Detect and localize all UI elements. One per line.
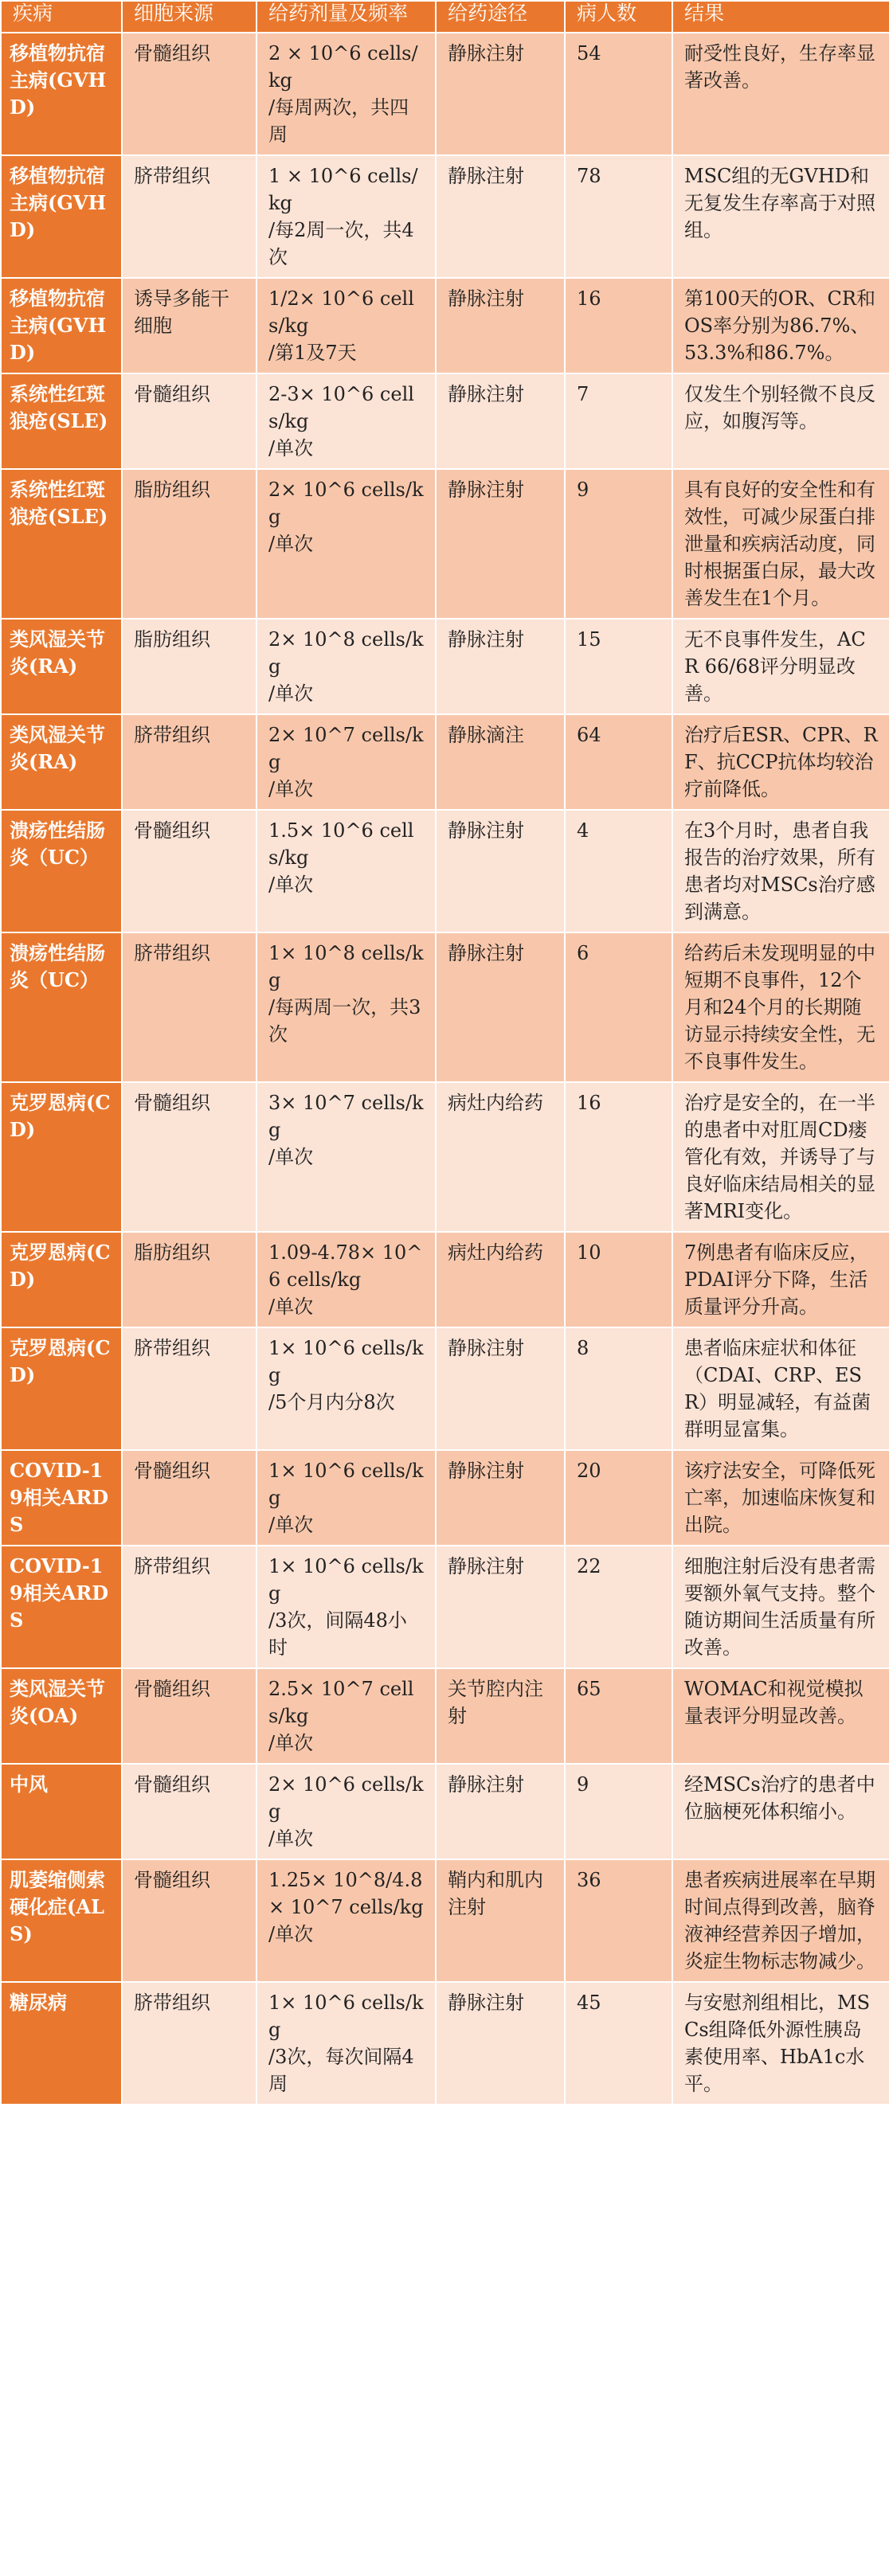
patient-count-cell: 45 [565,1982,672,2105]
dose-frequency-cell: 1× 10^8 cells/kg /每两周一次，共3次 [257,932,436,1082]
cell-source-cell: 骨髓组织 [122,33,257,155]
patient-count-cell: 64 [565,714,672,810]
cell-source-cell: 骨髓组织 [122,1859,257,1982]
table-row [1,155,889,278]
dose-frequency-cell: 1/2× 10^6 cells/kg /第1及7天 [257,278,436,373]
patient-count-cell: 36 [565,1859,672,1982]
disease-cell: 肌萎缩侧索硬化症(ALS) [1,1859,122,1982]
disease-cell: 克罗恩病(CD) [1,1232,122,1327]
disease-cell: 克罗恩病(CD) [1,1327,122,1450]
result-cell: 耐受性良好，生存率显著改善。 [672,33,889,155]
cell-source-cell: 脐带组织 [122,1327,257,1450]
dose-frequency-cell: 1 × 10^6 cells/kg /每2周一次，共4次 [257,155,436,278]
header-disease: 疾病 [1,1,122,33]
header-result: 结果 [672,1,889,33]
table-row [1,810,889,932]
dose-frequency-cell: 1× 10^6 cells/kg /5个月内分8次 [257,1327,436,1450]
table-row [1,373,889,469]
patient-count-cell: 16 [565,1082,672,1232]
result-cell: 具有良好的安全性和有效性，可减少尿蛋白排泄量和疾病活动度，同时根据蛋白尿，最大改善发生在1个月。 [672,469,889,619]
patient-count-cell: 9 [565,1764,672,1859]
header-route: 给药途径 [436,1,565,33]
route-cell: 关节腔内注射 [436,1668,565,1764]
route-cell: 静脉注射 [436,810,565,932]
route-cell: 静脉注射 [436,469,565,619]
disease-cell: 克罗恩病(CD) [1,1082,122,1232]
header-cell-source: 细胞来源 [122,1,257,33]
patient-count-cell: 16 [565,278,672,373]
patient-count-cell: 54 [565,33,672,155]
disease-cell: 移植物抗宿主病(GVHD) [1,278,122,373]
patient-count-cell: 20 [565,1450,672,1546]
patient-count-cell: 7 [565,373,672,469]
dose-frequency-cell: 1× 10^6 cells/kg /3次，每次间隔4周 [257,1982,436,2105]
table-row [1,33,889,155]
result-cell: 治疗是安全的，在一半的患者中对肛周CD瘘管化有效，并诱导了与良好临床结局相关的显著MRI变化。 [672,1082,889,1232]
result-cell: 细胞注射后没有患者需要额外氧气支持。整个随访期间生活质量有所改善。 [672,1546,889,1668]
result-cell: 患者临床症状和体征（CDAI、CRP、ESR）明显减轻，有益菌群明显富集。 [672,1327,889,1450]
cell-source-cell: 诱导多能干细胞 [122,278,257,373]
patient-count-cell: 78 [565,155,672,278]
result-cell: 仅发生个别轻微不良反应，如腹泻等。 [672,373,889,469]
disease-cell: 溃疡性结肠炎（UC） [1,810,122,932]
result-cell: 经MSCs治疗的患者中位脑梗死体积缩小。 [672,1764,889,1859]
cell-source-cell: 骨髓组织 [122,373,257,469]
route-cell: 静脉注射 [436,33,565,155]
cell-source-cell: 骨髓组织 [122,1450,257,1546]
cell-source-cell: 脐带组织 [122,932,257,1082]
dose-frequency-cell: 1.5× 10^6 cells/kg /单次 [257,810,436,932]
dose-frequency-cell: 1.09-4.78× 10^6 cells/kg /单次 [257,1232,436,1327]
table-header-row [1,1,889,33]
disease-cell: COVID-19相关ARDS [1,1450,122,1546]
disease-cell: 移植物抗宿主病(GVHD) [1,33,122,155]
table-row [1,932,889,1082]
cell-source-cell: 骨髓组织 [122,1764,257,1859]
table-row [1,1982,889,2105]
route-cell: 静脉注射 [436,1546,565,1668]
patient-count-cell: 9 [565,469,672,619]
table-row [1,1450,889,1546]
disease-cell: COVID-19相关ARDS [1,1546,122,1668]
table-row [1,1232,889,1327]
table-row [1,714,889,810]
disease-cell: 溃疡性结肠炎（UC） [1,932,122,1082]
patient-count-cell: 65 [565,1668,672,1764]
table-row [1,1327,889,1450]
disease-cell: 类风湿关节炎(RA) [1,619,122,714]
dose-frequency-cell: 2-3× 10^6 cells/kg /单次 [257,373,436,469]
result-cell: 第100天的OR、CR和OS率分别为86.7%、53.3%和86.7%。 [672,278,889,373]
route-cell: 静脉注射 [436,619,565,714]
dose-frequency-cell: 2× 10^6 cells/kg /单次 [257,469,436,619]
route-cell: 静脉注射 [436,1450,565,1546]
patient-count-cell: 8 [565,1327,672,1450]
dose-frequency-cell: 2.5× 10^7 cells/kg /单次 [257,1668,436,1764]
route-cell: 静脉滴注 [436,714,565,810]
cell-source-cell: 骨髓组织 [122,1082,257,1232]
disease-cell: 移植物抗宿主病(GVHD) [1,155,122,278]
cell-source-cell: 脐带组织 [122,1546,257,1668]
result-cell: 7例患者有临床反应，PDAI评分下降，生活质量评分升高。 [672,1232,889,1327]
cell-source-cell: 脐带组织 [122,714,257,810]
patient-count-cell: 15 [565,619,672,714]
result-cell: 该疗法安全，可降低死亡率，加速临床恢复和出院。 [672,1450,889,1546]
result-cell: 无不良事件发生，ACR 66/68评分明显改善。 [672,619,889,714]
result-cell: 在3个月时，患者自我报告的治疗效果，所有患者均对MSCs治疗感到满意。 [672,810,889,932]
cell-source-cell: 脐带组织 [122,1982,257,2105]
result-cell: 患者疾病进展率在早期时间点得到改善，脑脊液神经营养因子增加，炎症生物标志物减少。 [672,1859,889,1982]
header-dose-frequency: 给药剂量及频率 [257,1,436,33]
route-cell: 静脉注射 [436,373,565,469]
table-body [1,33,889,2105]
disease-cell: 系统性红斑狼疮(SLE) [1,469,122,619]
header-patient-count: 病人数 [565,1,672,33]
result-cell: 治疗后ESR、CPR、RF、抗CCP抗体均较治疗前降低。 [672,714,889,810]
dose-frequency-cell: 3× 10^7 cells/kg /单次 [257,1082,436,1232]
route-cell: 静脉注射 [436,278,565,373]
route-cell: 病灶内给药 [436,1082,565,1232]
cell-source-cell: 骨髓组织 [122,810,257,932]
table-row [1,1546,889,1668]
dose-frequency-cell: 2× 10^7 cells/kg /单次 [257,714,436,810]
table-row [1,278,889,373]
patient-count-cell: 6 [565,932,672,1082]
cell-source-cell: 骨髓组织 [122,1668,257,1764]
table-row [1,469,889,619]
dose-frequency-cell: 1× 10^6 cells/kg /单次 [257,1450,436,1546]
route-cell: 鞘内和肌内注射 [436,1859,565,1982]
disease-cell: 系统性红斑狼疮(SLE) [1,373,122,469]
dose-frequency-cell: 2 × 10^6 cells/kg /每周两次，共四周 [257,33,436,155]
route-cell: 静脉注射 [436,1327,565,1450]
cell-source-cell: 脂肪组织 [122,1232,257,1327]
result-cell: MSC组的无GVHD和无复发生存率高于对照组。 [672,155,889,278]
dose-frequency-cell: 2× 10^6 cells/kg /单次 [257,1764,436,1859]
cell-source-cell: 脐带组织 [122,155,257,278]
dose-frequency-cell: 1.25× 10^8/4.8 × 10^7 cells/kg /单次 [257,1859,436,1982]
route-cell: 静脉注射 [436,932,565,1082]
result-cell: 给药后未发现明显的中短期不良事件，12个月和24个月的长期随访显示持续安全性，无不良事件发生。 [672,932,889,1082]
route-cell: 病灶内给药 [436,1232,565,1327]
table-row [1,1859,889,1982]
disease-cell: 类风湿关节炎(RA) [1,714,122,810]
table-row [1,619,889,714]
result-cell: WOMAC和视觉模拟量表评分明显改善。 [672,1668,889,1764]
disease-cell: 类风湿关节炎(OA) [1,1668,122,1764]
patient-count-cell: 22 [565,1546,672,1668]
table-row [1,1082,889,1232]
cell-source-cell: 脂肪组织 [122,469,257,619]
cell-source-cell: 脂肪组织 [122,619,257,714]
dose-frequency-cell: 2× 10^8 cells/kg /单次 [257,619,436,714]
result-cell: 与安慰剂组相比，MSCs组降低外源性胰岛素使用率、HbA1c水平。 [672,1982,889,2105]
patient-count-cell: 4 [565,810,672,932]
table-row [1,1764,889,1859]
dose-frequency-cell: 1× 10^6 cells/kg /3次，间隔48小时 [257,1546,436,1668]
disease-cell: 糖尿病 [1,1982,122,2105]
patient-count-cell: 10 [565,1232,672,1327]
route-cell: 静脉注射 [436,1764,565,1859]
disease-cell: 中风 [1,1764,122,1859]
table-row [1,1668,889,1764]
route-cell: 静脉注射 [436,155,565,278]
route-cell: 静脉注射 [436,1982,565,2105]
